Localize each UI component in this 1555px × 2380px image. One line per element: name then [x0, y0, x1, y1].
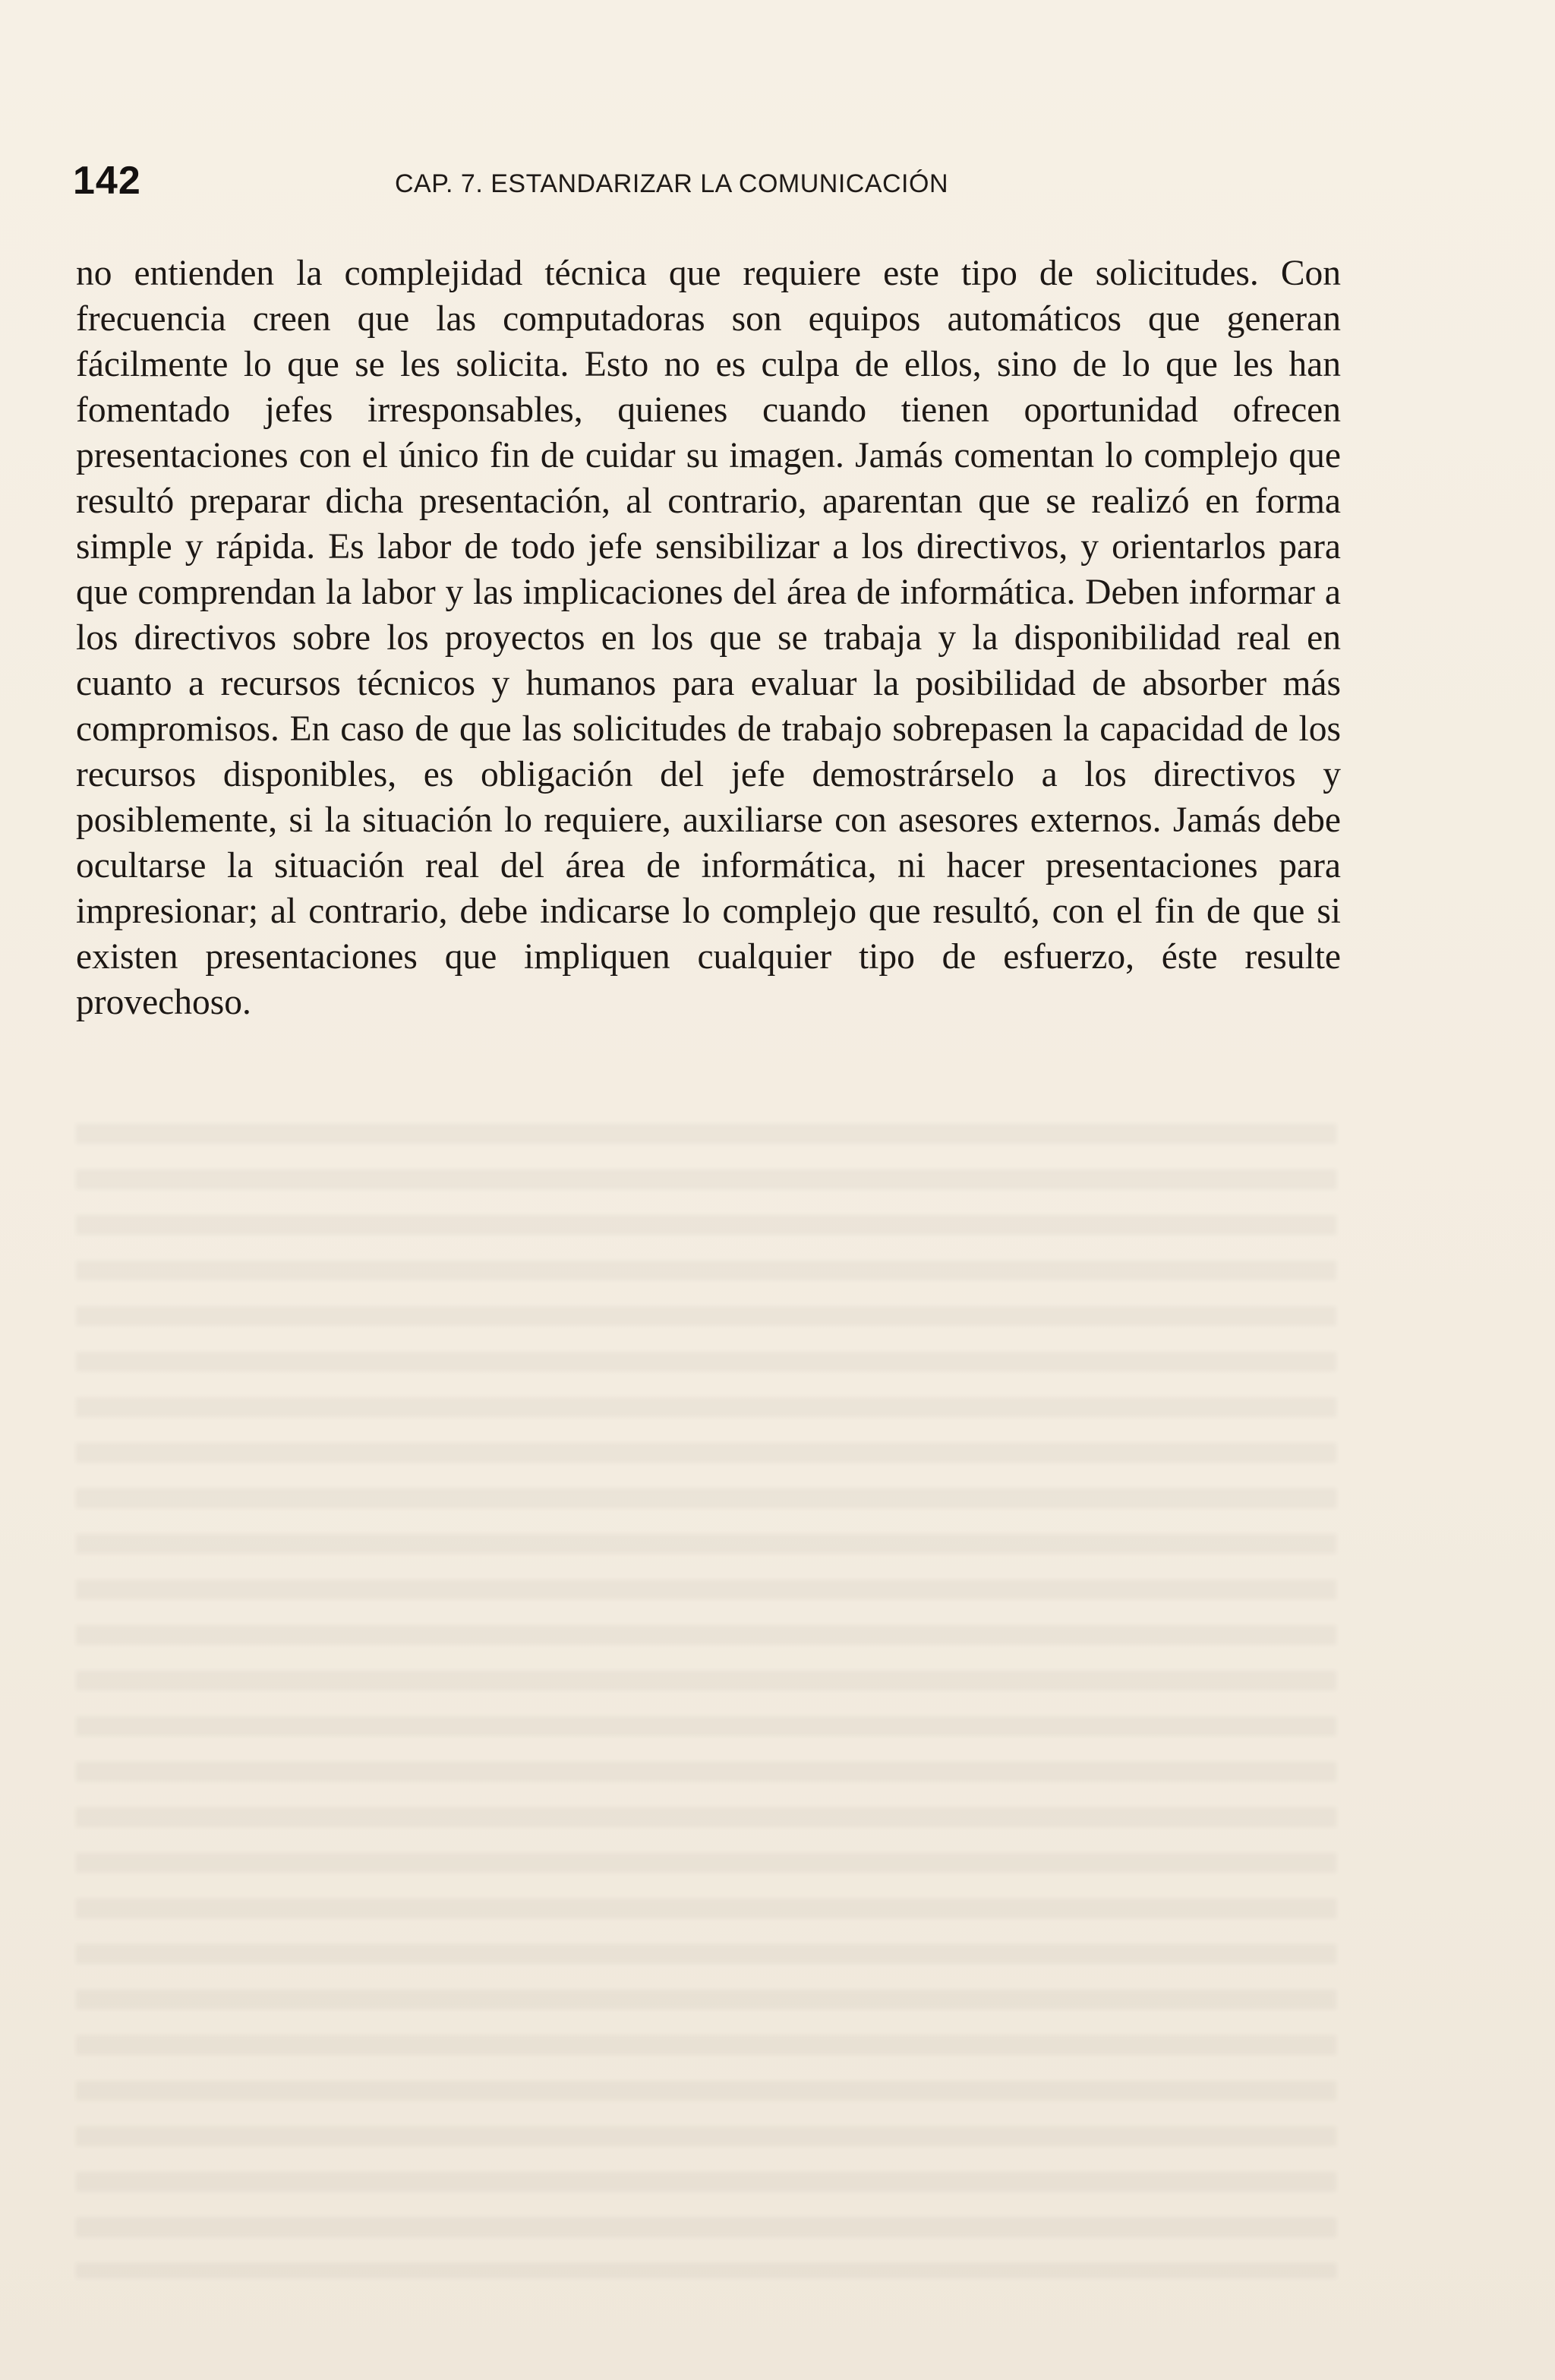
- body-text: [76, 251, 1341, 1025]
- page-header: [73, 158, 1364, 219]
- running-head: CAP. 7. ESTANDARIZAR LA COMUNICACIÓN: [395, 169, 948, 198]
- body-paragraph: no entienden la complejidad técnica que requiere este tipo de solicitudes. Con frecuencia creen que las computadoras son equipos automáticos que generan fácilmente lo que se les solicita. Esto no es culpa de ellos, sino de lo que les han fomentado jefes irresponsables, quienes cuando tienen oportunidad ofrecen presentaciones con el único fin de cuidar su imagen. Jamás comentan lo complejo que resultó preparar dicha presentación, al contrario, aparentan que se realizó en forma simple y rápida. Es labor de todo jefe sensibilizar a los directivos, y orientarlos para que comprendan la labor y las implicaciones del área de informática. Deben informar a los directivos sobre los proyectos en los que se trabaja y la disponibilidad real en cuanto a recursos técnicos y humanos para evaluar la posibilidad de absorber más compromisos. En caso de que las solicitudes de trabajo sobrepasen la capacidad de los recursos disponibles, es obligación del jefe demostrárselo a los directivos y posiblemente, si la situación lo requiere, auxiliarse con asesores externos. Jamás debe ocultarse la situación real del área de informática, ni hacer presentaciones para impresionar; al contrario, debe indicarse lo complejo que resultó, con el fin de que si existen presentaciones que impliquen cualquier tipo de esfuerzo, éste resulte provechoso.: [76, 254, 1341, 1022]
- show-through-texture: [76, 1124, 1336, 2278]
- page-number: 142: [73, 159, 141, 203]
